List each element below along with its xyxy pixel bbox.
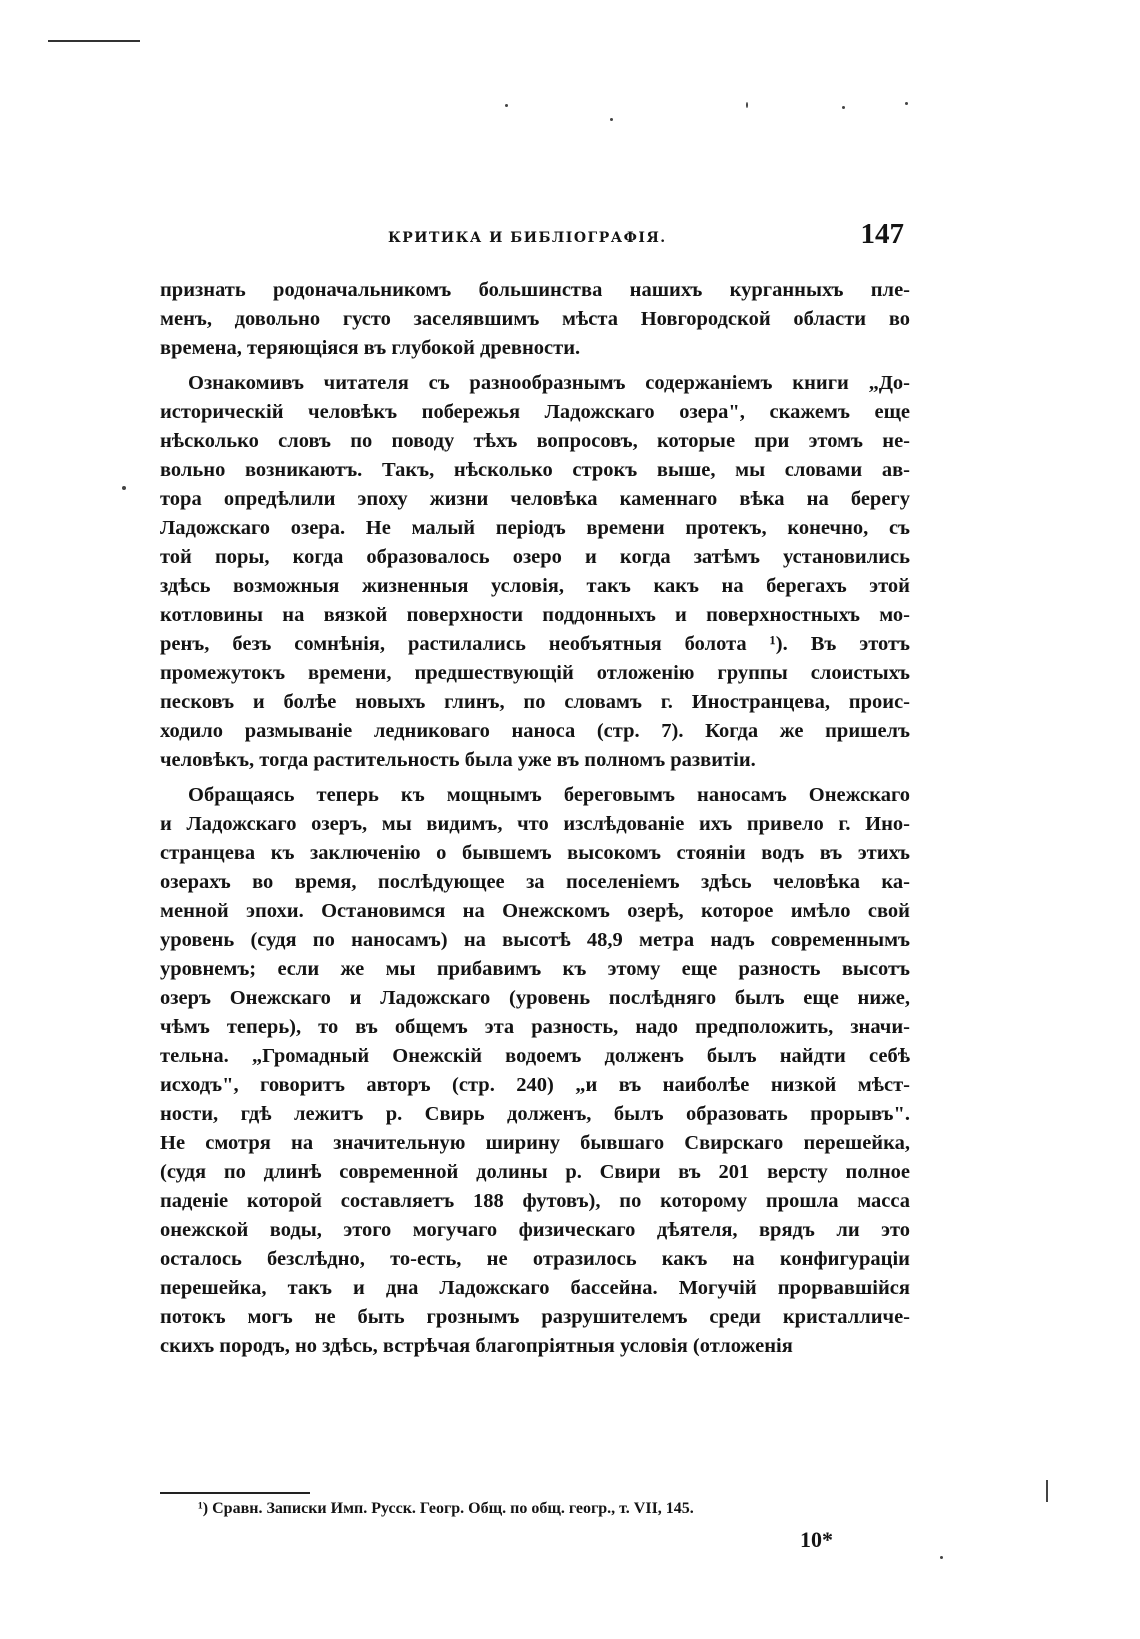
signature-mark: 10* [800, 1527, 833, 1552]
running-title: КРИТИКА И БИБЛІОГРАФІЯ. [388, 230, 667, 246]
paragraph [160, 781, 910, 1361]
page-number: 147 [860, 218, 904, 250]
scan-speck [905, 102, 908, 105]
text-line: онежской воды, этого могучаго физическаго дѣятеля, врядъ ли это [160, 1219, 910, 1241]
scan-speck [610, 118, 613, 121]
text-line: тельна. „Громадный Онежскій водоемъ долженъ былъ найдти себѣ [160, 1045, 910, 1067]
text-line: промежутокъ времени, предшествующій отложенію группы слоистыхъ [160, 662, 910, 684]
scan-speck [122, 486, 126, 490]
scan-speck [842, 106, 845, 109]
text-line: человѣкъ, тогда растительность была уже въ полномъ развитіи. [160, 749, 756, 771]
text-line: котловины на вязкой поверхности поддонныхъ и поверхностныхъ мо- [160, 604, 910, 626]
text-line: историческій человѣкъ побережья Ладожскаго озера", скажемъ еще [160, 401, 910, 423]
text-line: менной эпохи. Остановимся на Онежскомъ озерѣ, которое имѣло свой [160, 900, 910, 922]
text-line: странцева къ заключенію о бывшемъ высокомъ стояніи водъ въ этихъ [160, 842, 910, 864]
text-line: тора опредѣлили эпоху жизни человѣка каменнаго вѣка на берегу [160, 488, 910, 510]
text-line: Не смотря на значительную ширину бывшаго Свирскаго перешейка, [160, 1132, 910, 1154]
text-line: нѣсколько словъ по поводу тѣхъ вопросовъ, которые при этомъ не- [160, 430, 910, 452]
text-line: менъ, довольно густо заселявшимъ мѣста Новгородской области во [160, 308, 910, 330]
text-line: исходъ", говоритъ авторъ (стр. 240) „и въ наиболѣе низкой мѣст- [160, 1074, 910, 1096]
text-line: той поры, когда образовалось озеро и когда затѣмъ установились [160, 546, 910, 568]
paragraph [160, 276, 910, 363]
scan-speck [1046, 1480, 1048, 1502]
text-line: перешейка, такъ и дна Ладожскаго бассейна. Могучій прорвавшійся [160, 1277, 910, 1299]
text-line: ности, гдѣ лежитъ р. Свирь долженъ, былъ образовать прорывъ". [160, 1103, 910, 1125]
page-header [160, 218, 910, 258]
text-line: уровнемъ; если же мы прибавимъ къ этому еще разность высотъ [160, 958, 910, 980]
text-line: Ладожскаго озера. Не малый періодъ времени протекъ, конечно, съ [160, 517, 910, 539]
text-line: потокъ могъ не быть грознымъ разрушителемъ среди кристалличе- [160, 1306, 910, 1328]
text-line: (судя по длинѣ современной долины р. Свири въ 201 версту полное [160, 1161, 910, 1183]
footnote: ¹) Сравн. Записки Имп. Русск. Геогр. Общ. по общ. геогр., т. VII, 145. [198, 1500, 694, 1517]
paragraph [160, 369, 910, 775]
text-line: озеръ Онежскаго и Ладожскаго (уровень послѣдняго былъ еще ниже, [160, 987, 910, 1009]
footnote-rule [160, 1492, 310, 1494]
text-line: чѣмъ теперь), то въ общемъ эта разность, надо предположить, значи- [160, 1016, 910, 1038]
text-line: здѣсь возможныя жизненныя условія, такъ какъ на берегахъ этой [160, 575, 910, 597]
body-text [160, 276, 910, 1367]
text-line: ходило размываніе ледниковаго наноса (стр. 7). Когда же пришелъ [160, 720, 910, 742]
scan-speck [746, 102, 748, 108]
text-line: паденіе которой составляетъ 188 футовъ), по которому прошла масса [160, 1190, 910, 1212]
text-line: признать родоначальникомъ большинства нашихъ курганныхъ пле- [160, 279, 910, 301]
text-line: осталось безслѣдно, то-есть, не отразилось какъ на конфигураціи [160, 1248, 910, 1270]
scan-top-rule [48, 40, 140, 42]
text-line: Ознакомивъ читателя съ разнообразнымъ содержаніемъ книги „До- [188, 372, 910, 394]
text-line: скихъ породъ, но здѣсь, встрѣчая благопріятныя условія (отложенія [160, 1335, 793, 1357]
scan-speck [505, 104, 508, 107]
text-line: вольно возникаютъ. Такъ, нѣсколько строкъ выше, мы словами ав- [160, 459, 910, 481]
text-line: уровень (судя по наносамъ) на высотѣ 48,9 метра надъ современнымъ [160, 929, 910, 951]
text-line: Обращаясь теперь къ мощнымъ береговымъ наносамъ Онежскаго [188, 784, 910, 806]
text-line: времена, теряющіяся въ глубокой древности. [160, 337, 581, 359]
text-line: ренъ, безъ сомнѣнія, растилались необъятныя болота ¹). Въ этотъ [160, 633, 910, 655]
scan-speck [940, 1556, 943, 1559]
text-line: озерахъ во время, послѣдующее за поселеніемъ здѣсь человѣка ка- [160, 871, 910, 893]
text-line: и Ладожскаго озеръ, мы видимъ, что изслѣдованіе ихъ привело г. Ино- [160, 813, 910, 835]
text-line: песковъ и болѣе новыхъ глинъ, по словамъ г. Иностранцева, проис- [160, 691, 910, 713]
